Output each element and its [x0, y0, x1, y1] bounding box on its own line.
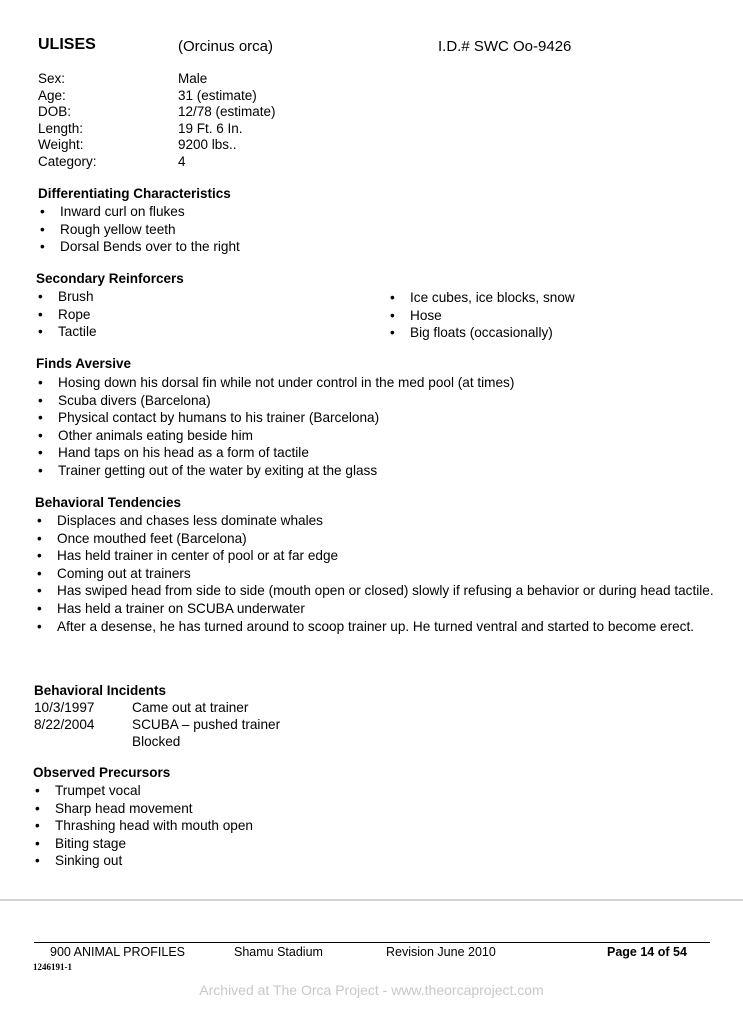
section-title-aversive: Finds Aversive	[36, 356, 132, 371]
incident-text: Came out at trainer	[132, 700, 249, 715]
animal-name: ULISES	[38, 36, 96, 53]
list-item: • Sinking out	[33, 852, 693, 870]
list-item: • After a desense, he has turned around to scoop trainer up. He turned ventral and started to become erect.	[35, 618, 715, 636]
field-value: 31 (estimate)	[178, 87, 257, 103]
field-value: Male	[178, 71, 208, 86]
field-label: DOB:	[38, 104, 72, 120]
footer-revision: Revision June 2010	[386, 945, 496, 959]
list-item: • Has held trainer in center of pool or at far edge	[35, 547, 715, 565]
reinforcers-list-left	[36, 288, 336, 341]
list-item: • Biting stage	[33, 835, 693, 853]
section-title-reinforcers: Secondary Reinforcers	[36, 271, 184, 286]
field-value: 12/78 (estimate)	[178, 104, 276, 120]
section-title-incidents: Behavioral Incidents	[34, 683, 167, 698]
field-label: Sex:	[38, 71, 66, 86]
list-item: • Inward curl on flukes	[38, 203, 698, 221]
list-item: • Hose	[388, 307, 708, 325]
field-values	[178, 71, 276, 171]
list-item: • Other animals eating beside him	[36, 427, 716, 445]
list-item: • Trumpet vocal	[33, 782, 693, 800]
aversive-list	[36, 374, 716, 480]
precursors-list	[33, 782, 693, 870]
incident-text: Blocked	[132, 734, 181, 749]
tendencies-list	[35, 512, 715, 635]
list-item: • Physical contact by humans to his trainer (Barcelona)	[36, 409, 716, 427]
list-item: • Hosing down his dorsal fin while not under control in the med pool (at times)	[36, 374, 716, 392]
list-item: • Has swiped head from side to side (mouth open or closed) slowly if refusing a behavior or during head tactile.	[35, 582, 715, 600]
footer-doc-code: 1246191-1	[33, 962, 72, 972]
footer-rule	[34, 942, 710, 943]
field-label: Category:	[38, 153, 97, 169]
field-label: Age:	[38, 87, 66, 103]
footer-page-number: Page 14 of 54	[607, 945, 687, 959]
incident-dates	[34, 699, 94, 733]
field-value: 4	[178, 153, 186, 169]
field-label: Length:	[38, 120, 84, 136]
list-item: • Dorsal Bends over to the right	[38, 238, 698, 256]
list-item: • Tactile	[36, 323, 336, 341]
species-name: (Orcinus orca)	[178, 38, 274, 55]
reinforcers-list-right	[388, 289, 708, 342]
field-labels	[38, 71, 97, 171]
animal-id: I.D.# SWC Oo-9426	[438, 38, 572, 55]
list-item: • Rope	[36, 306, 336, 324]
differentiating-list	[38, 203, 698, 256]
section-title-tendencies: Behavioral Tendencies	[35, 495, 182, 510]
list-item: • Ice cubes, ice blocks, snow	[388, 289, 708, 307]
list-item: • Trainer getting out of the water by exiting at the glass	[36, 462, 716, 480]
list-item: • Brush	[36, 288, 336, 306]
list-item: • Once mouthed feet (Barcelona)	[35, 530, 715, 548]
page-separator	[0, 899, 743, 901]
footer-location: Shamu Stadium	[234, 945, 323, 959]
section-title-differentiating: Differentiating Characteristics	[38, 186, 231, 201]
list-item: • Displaces and chases less dominate whales	[35, 512, 715, 530]
list-item: • Big floats (occasionally)	[388, 324, 708, 342]
section-title-precursors: Observed Precursors	[33, 765, 171, 780]
archive-watermark: Archived at The Orca Project - www.theorcaproject.com	[199, 982, 544, 998]
field-label: Weight:	[38, 137, 84, 153]
field-value: 9200 lbs..	[178, 137, 237, 153]
list-item: • Scuba divers (Barcelona)	[36, 392, 716, 410]
incident-date: 8/22/2004	[34, 717, 95, 732]
list-item: • Has held a trainer on SCUBA underwater	[35, 600, 715, 618]
list-item: • Rough yellow teeth	[38, 221, 698, 239]
footer-doc-title: 900 ANIMAL PROFILES	[50, 945, 186, 959]
list-item: • Coming out at trainers	[35, 565, 715, 583]
incident-text: SCUBA – pushed trainer	[132, 717, 281, 732]
list-item: • Sharp head movement	[33, 800, 693, 818]
incident-descriptions	[132, 699, 280, 750]
incident-date: 10/3/1997	[34, 700, 95, 715]
field-value: 19 Ft. 6 In.	[178, 120, 243, 136]
list-item: • Thrashing head with mouth open	[33, 817, 693, 835]
list-item: • Hand taps on his head as a form of tactile	[36, 444, 716, 462]
